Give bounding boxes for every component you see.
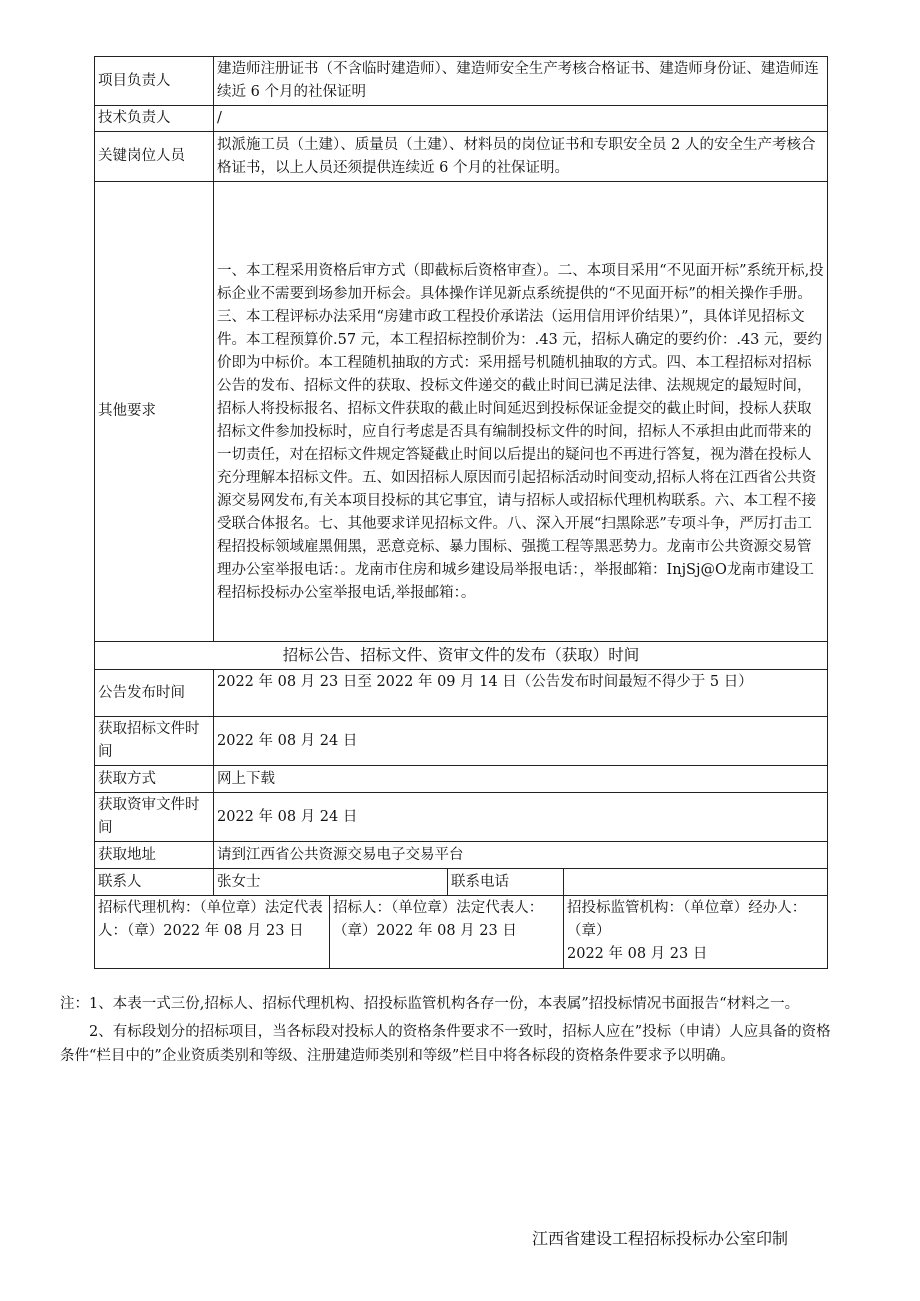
- section-title: 招标公告、招标文件、资审文件的发布（获取）时间: [95, 642, 828, 670]
- contact-person-label: 联系人: [95, 869, 214, 896]
- get-address-value: 请到江西省公共资源交易电子交易平台: [214, 842, 828, 869]
- row-get-prequal-time: [95, 793, 828, 842]
- row-section-title: [95, 642, 828, 670]
- get-method-value: 网上下载: [214, 766, 828, 793]
- tender-info-table: [94, 56, 828, 969]
- supervisor-signature-date: 2022 年 08 月 23 日: [567, 946, 708, 962]
- notes: [60, 992, 840, 1068]
- row-tech-lead: [95, 106, 828, 132]
- get-prequal-time-value: 2022 年 08 月 24 日: [214, 793, 828, 842]
- contact-phone-label: 联系电话: [448, 869, 564, 896]
- publish-time-value: 2022 年 08 月 23 日至 2022 年 09 月 14 日（公告发布时间最短不得少于 5 日）: [214, 670, 828, 717]
- contact-phone-value: [564, 869, 828, 896]
- get-tender-time-value: 2022 年 08 月 24 日: [214, 717, 828, 766]
- tech-lead-label: 技术负责人: [95, 106, 214, 132]
- project-manager-value: 建造师注册证书（不含临时建造师）、建造师安全生产考核合格证书、建造师身份证、建造师连续近 6 个月的社保证明: [214, 57, 828, 106]
- contact-person-value: 张女士: [214, 869, 448, 896]
- key-staff-label: 关键岗位人员: [95, 132, 214, 182]
- row-contact: [95, 869, 828, 896]
- key-staff-value: 拟派施工员（土建）、质量员（土建）、材料员的岗位证书和专职安全员 2 人的安全生产考核合格证书，以上人员还须提供连续近 6 个月的社保证明。: [214, 132, 828, 182]
- printer-footer: 江西省建设工程招标投标办公室印制: [532, 1229, 789, 1248]
- get-prequal-time-label: 获取资审文件时间: [95, 793, 214, 842]
- tenderer-signature: 招标人：（单位章）法定代表人：（章）2022 年 08 月 23 日: [330, 896, 564, 969]
- get-method-label: 获取方式: [95, 766, 214, 793]
- note-2: 2、有标段划分的招标项目，当各标段对投标人的资格条件要求不一致时，招标人应在”投标（申请）人应具备的资格条件“栏目中的”企业资质类别和等级、注册建造师类别和等级”栏目中将各标段的资格条件要求予以明确。: [60, 1024, 831, 1064]
- row-get-tender-time: [95, 717, 828, 766]
- note-1: 注：1、本表一式三份,招标人、招标代理机构、招投标监管机构各存一份，本表属”招投标情况书面报告“材料之一。: [60, 996, 800, 1012]
- supervisor-signature: [564, 896, 828, 969]
- publish-time-label: 公告发布时间: [95, 670, 214, 717]
- row-project-manager: [95, 57, 828, 106]
- row-get-address: [95, 842, 828, 869]
- get-tender-time-label: 获取招标文件时间: [95, 717, 214, 766]
- row-key-staff: [95, 132, 828, 182]
- supervisor-signature-line1: 招投标监管机构：（单位章）经办人：（章）: [567, 900, 807, 939]
- row-signatures: [95, 896, 828, 969]
- agency-signature: 招标代理机构：（单位章）法定代表人：（章）2022 年 08 月 23 日: [95, 896, 330, 969]
- row-publish-time: [95, 670, 828, 717]
- tech-lead-value: /: [214, 106, 828, 132]
- row-other-requirements: [95, 182, 828, 642]
- project-manager-label: 项目负责人: [95, 57, 214, 106]
- other-requirements-value: 一、本工程采用资格后审方式（即截标后资格审查）。二、本项目采用“不见面开标”系统开标,投标企业不需要到场参加开标会。具体操作详见新点系统提供的“不见面开标”的相关操作手册。三、本工程评标办法采用“房建市政工程投价承诺法（运用信用评价结果）”，具体详见招标文件。本工程预算价.57 元，本工程招标控制价为：.43 元，招标人确定的要约价：.43 元，要约价即为中标价。本工程随机抽取的方式：采用摇号机随机抽取的方式。四、本工程招标对招标公告的发布、招标文件的获取、投标文件递交的截止时间已满足法律、法规规定的最短时间，招标人将投标报名、招标文件获取的截止时间延迟到投标保证金提交的截止时间，投标人获取招标文件参加投标时，应自行考虑是否具有编制投标文件的时间，招标人不承担由此而带来的一切责任，对在招标文件规定答疑截止时间以后提出的疑问也不再进行答复，视为潜在投标人充分理解本招标文件。五、如因招标人原因而引起招标活动时间变动,招标人将在江西省公共资源交易网发布,有关本项目投标的其它事宜，请与招标人或招标代理机构联系。六、本工程不接受联合体报名。七、其他要求详见招标文件。八、深入开展“扫黑除恶”专项斗争，严厉打击工程招投标领域雇黑佣黑，恶意竞标、暴力围标、强揽工程等黑恶势力。龙南市公共资源交易管理办公室举报电话：。龙南市住房和城乡建设局举报电话：，举报邮箱：InjSj@O龙南市建设工程招标投标办公室举报电话,举报邮箱：。: [214, 182, 828, 642]
- get-address-label: 获取地址: [95, 842, 214, 869]
- row-get-method: [95, 766, 828, 793]
- other-requirements-label: 其他要求: [95, 182, 214, 642]
